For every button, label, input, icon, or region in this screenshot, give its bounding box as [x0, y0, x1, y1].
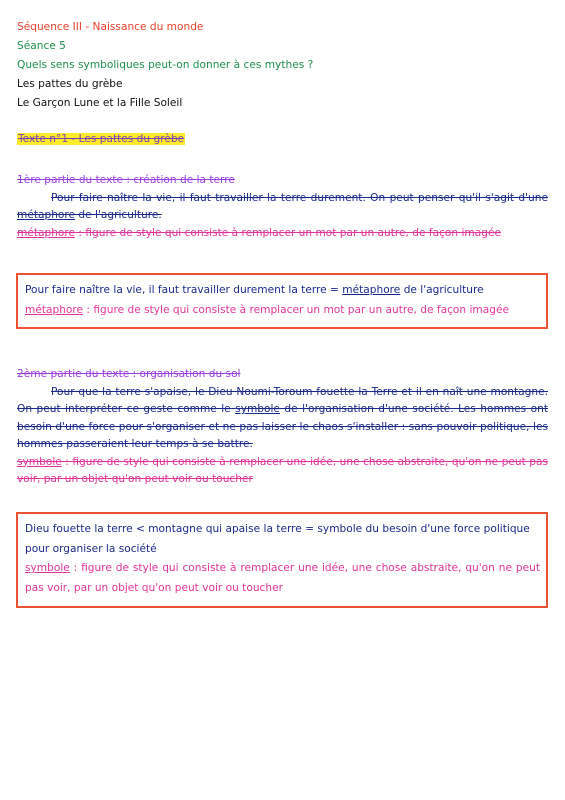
myth-title-2: Le Garçon Lune et la Fille Soleil [17, 97, 183, 109]
part1-paragraph [17, 190, 548, 225]
part1-def-term: métaphore [17, 226, 76, 239]
sequence-title: Séquence III - Naissance du monde [17, 21, 204, 33]
part2-def-term: symbole [17, 455, 62, 468]
part2-term: symbole [235, 403, 280, 415]
part1-term: métaphore [17, 209, 76, 221]
box2-definition [25, 559, 540, 598]
box1-line1-a: Pour faire naître la vie, il faut travailler durement la terre = [25, 284, 343, 296]
part2-heading: 2ème partie du texte : organisation du sol [17, 368, 241, 380]
texte1-title-row [17, 133, 548, 145]
box1-line1 [25, 281, 540, 301]
summary-box-1 [16, 273, 548, 329]
part1-heading: 1ère partie du texte : création de la terre [17, 174, 235, 186]
box2-def-term: symbole [25, 562, 70, 574]
box1-def-text: : figure de style qui consiste à remplacer un mot par un autre, de façon imagée [83, 303, 510, 316]
part1-section [17, 172, 548, 242]
part2-def-text: : figure de style qui consiste à remplacer une idée, une chose abstraite, qu'on ne peut pas voir, par un objet qu'on peut voir ou toucher [17, 455, 548, 485]
part2-para-a: Pour que la terre s'apaise, le Dieu Noumi-Toroum fouette la Terre et il en naît une montagne. On peut interpréter ce geste comme le [17, 385, 548, 415]
document-header [17, 18, 549, 113]
box1-def-term: métaphore [25, 303, 84, 316]
box1-definition [25, 301, 540, 321]
box2-def-text: : figure de style qui consiste à remplacer une idée, une chose abstraite, qu'on ne peut pas voir, par un objet qu'on peut voir ou toucher [25, 562, 540, 594]
box2-line1: Dieu fouette la terre < montagne qui apaise la terre = symbole du besoin d'une force politique pour organiser la société [25, 523, 530, 555]
part2-para-b: de l'organisation d'une société. Les hommes ont besoin d'une force pour s'organiser et ne pas laisser le chaos s'installer : sans pouvoir politique, les hommes passeraient leur temps à se battre. [17, 403, 548, 450]
part1-para-b: de l'agriculture. [75, 209, 162, 221]
box1-line1-b: de l'agriculture [400, 284, 484, 296]
part1-def-text: : figure de style qui consiste à remplacer un mot par un autre, de façon imagée [75, 226, 502, 239]
box1-term: métaphore [342, 284, 401, 296]
part1-definition [17, 225, 548, 243]
part2-section [17, 366, 548, 489]
myth-title-1: Les pattes du grèbe [17, 78, 123, 90]
part2-definition [17, 454, 548, 489]
texte1-title: Texte n°1 - Les pattes du grèbe [18, 133, 185, 145]
lesson-question: Quels sens symboliques peut-on donner à ces mythes ? [17, 59, 314, 71]
summary-box-2 [16, 512, 548, 608]
part2-paragraph [17, 384, 548, 454]
seance-title: Séance 5 [17, 40, 66, 52]
part1-para-a: Pour faire naître la vie, il faut travailler la terre durement. On peut penser qu'il s'agit d'une [51, 191, 548, 204]
